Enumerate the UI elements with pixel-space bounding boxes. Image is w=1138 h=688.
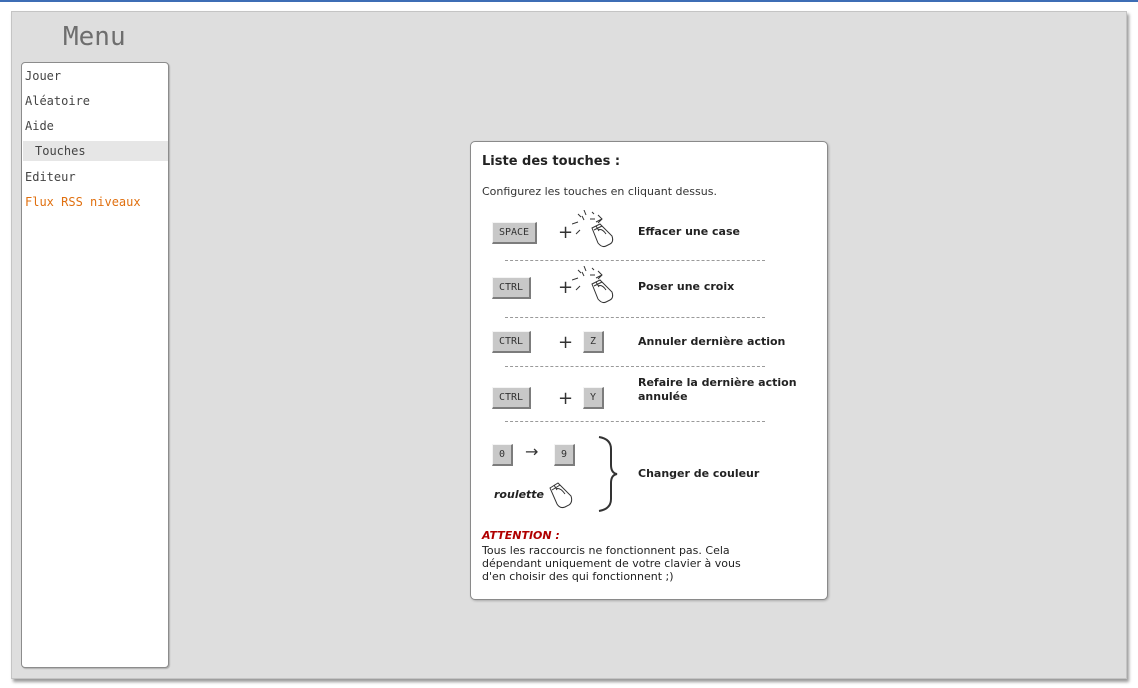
keys-dialog bbox=[470, 141, 828, 600]
separator bbox=[505, 421, 765, 422]
plus-icon: + bbox=[558, 332, 574, 353]
action-refaire bbox=[638, 376, 797, 404]
mouse-wheel-icon bbox=[547, 478, 575, 510]
key-y[interactable]: Y bbox=[583, 387, 604, 409]
wheel-label: roulette bbox=[494, 488, 545, 501]
key-space[interactable]: SPACE bbox=[492, 222, 537, 244]
key-ctrl[interactable]: CTRL bbox=[492, 331, 531, 353]
key-z[interactable]: Z bbox=[583, 331, 604, 353]
menu-item-aide[interactable]: Aide bbox=[25, 119, 54, 133]
key-ctrl[interactable]: CTRL bbox=[492, 387, 531, 409]
mouse-click-icon bbox=[572, 266, 620, 306]
action-changer-couleur: Changer de couleur bbox=[638, 467, 760, 480]
action-effacer: Effacer une case bbox=[638, 225, 740, 238]
key-9[interactable]: 9 bbox=[554, 444, 575, 466]
plus-icon: + bbox=[558, 222, 574, 243]
separator bbox=[505, 260, 765, 261]
warning-title: ATTENTION : bbox=[482, 529, 560, 542]
menu-item-aleatoire[interactable]: Aléatoire bbox=[25, 94, 91, 108]
mouse-click-icon bbox=[572, 210, 620, 250]
plus-icon: + bbox=[558, 277, 574, 298]
menu-item-touches[interactable]: Touches bbox=[23, 141, 168, 161]
separator bbox=[505, 317, 765, 318]
menu-panel bbox=[21, 62, 169, 668]
menu-item-rss[interactable]: Flux RSS niveaux bbox=[25, 195, 141, 209]
dialog-title: Liste des touches : bbox=[482, 154, 621, 169]
top-border-line bbox=[0, 0, 1138, 2]
right-arrow-icon: → bbox=[525, 442, 539, 461]
plus-icon: + bbox=[558, 388, 574, 409]
menu-item-jouer[interactable]: Jouer bbox=[25, 69, 62, 83]
key-0[interactable]: 0 bbox=[492, 444, 513, 466]
action-refaire-line2: annulée bbox=[638, 390, 688, 403]
menu-item-editeur[interactable]: Editeur bbox=[25, 170, 76, 184]
dialog-subtitle: Configurez les touches en cliquant dessus. bbox=[482, 185, 717, 198]
key-ctrl[interactable]: CTRL bbox=[492, 277, 531, 299]
warning-line3: d'en choisir des qui fonctionnent ;) bbox=[482, 570, 674, 583]
brace-icon bbox=[595, 435, 619, 513]
action-refaire-line1: Refaire la dernière action bbox=[638, 376, 797, 389]
action-annuler: Annuler dernière action bbox=[638, 335, 786, 348]
menu-title: Menu bbox=[63, 22, 126, 52]
action-poser-croix: Poser une croix bbox=[638, 280, 735, 293]
warning-text bbox=[482, 544, 752, 583]
warning-line1: Tous les raccourcis ne fonctionnent pas. Cela bbox=[482, 544, 730, 557]
warning-line2: dépendant uniquement de votre clavier à vous bbox=[482, 557, 741, 570]
separator bbox=[505, 366, 765, 367]
